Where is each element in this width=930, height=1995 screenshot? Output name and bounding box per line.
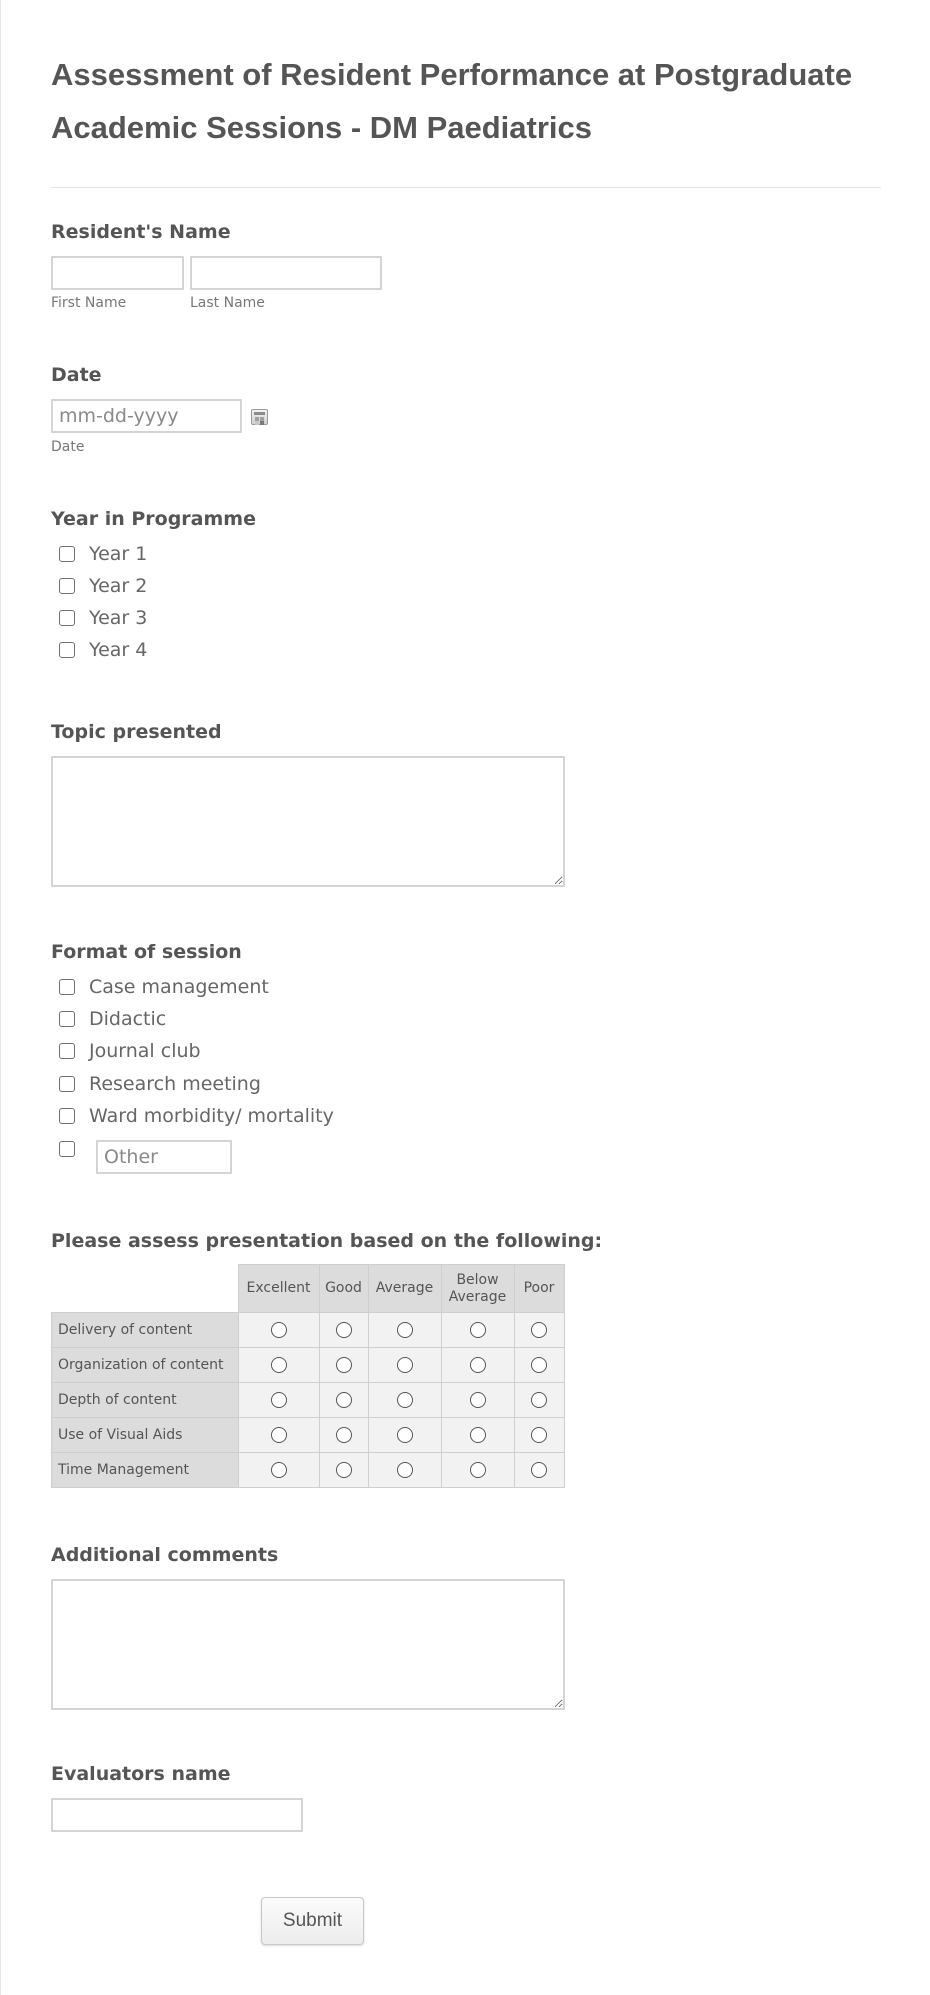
form-title: Assessment of Resident Performance at Postgraduate Academic Sessions - DM Paediatrics	[51, 57, 853, 145]
radio-time-excellent[interactable]	[271, 1462, 287, 1478]
journal-club-checkbox[interactable]	[59, 1043, 75, 1059]
ward-morbidity-label: Ward morbidity/ mortality	[89, 1105, 334, 1127]
resident-name-label: Resident's Name	[51, 221, 231, 243]
column-header-excellent: Excellent	[238, 1265, 319, 1313]
radio-time-poor[interactable]	[531, 1462, 547, 1478]
row-header-depth: Depth of content	[52, 1383, 239, 1418]
radio-organization-average[interactable]	[397, 1357, 413, 1373]
year-3-label: Year 3	[89, 607, 148, 629]
evaluators-name-label: Evaluators name	[51, 1763, 231, 1785]
date-label: Date	[51, 364, 102, 386]
column-header-good: Good	[319, 1265, 368, 1313]
format-of-session-label: Format of session	[51, 941, 242, 963]
row-header-delivery: Delivery of content	[52, 1313, 239, 1348]
didactic-label: Didactic	[89, 1008, 167, 1030]
didactic-checkbox[interactable]	[59, 1011, 75, 1027]
radio-depth-poor[interactable]	[531, 1392, 547, 1408]
radio-time-good[interactable]	[336, 1462, 352, 1478]
first-name-input[interactable]	[51, 256, 184, 290]
radio-time-below-average[interactable]	[470, 1462, 486, 1478]
radio-delivery-poor[interactable]	[531, 1322, 547, 1338]
year-2-checkbox[interactable]	[59, 578, 75, 594]
matrix-row	[52, 1453, 565, 1488]
matrix-row	[52, 1418, 565, 1453]
other-checkbox[interactable]	[59, 1141, 75, 1157]
year-in-programme-label: Year in Programme	[51, 508, 256, 530]
radio-delivery-average[interactable]	[397, 1322, 413, 1338]
format-option-other[interactable]	[59, 1138, 89, 1160]
year-option-1[interactable]	[59, 543, 147, 565]
format-option-research-meeting[interactable]	[59, 1073, 261, 1095]
evaluators-name-input[interactable]	[51, 1798, 303, 1832]
format-option-journal-club[interactable]	[59, 1040, 201, 1062]
format-option-ward-morbidity[interactable]	[59, 1105, 334, 1127]
radio-visual-aids-below-average[interactable]	[470, 1427, 486, 1443]
matrix-row	[52, 1348, 565, 1383]
radio-time-average[interactable]	[397, 1462, 413, 1478]
topic-presented-textarea[interactable]	[51, 756, 565, 887]
additional-comments-textarea[interactable]	[51, 1579, 565, 1710]
row-header-organization: Organization of content	[52, 1348, 239, 1383]
case-management-checkbox[interactable]	[59, 979, 75, 995]
row-header-time-management: Time Management	[52, 1453, 239, 1488]
year-option-2[interactable]	[59, 575, 147, 597]
journal-club-label: Journal club	[89, 1040, 201, 1062]
first-name-sublabel: First Name	[51, 295, 127, 311]
date-sublabel: Date	[51, 439, 85, 455]
year-2-label: Year 2	[89, 575, 148, 597]
year-3-checkbox[interactable]	[59, 610, 75, 626]
column-header-average: Average	[368, 1265, 441, 1313]
matrix-row	[52, 1313, 565, 1348]
research-meeting-label: Research meeting	[89, 1073, 261, 1095]
year-1-label: Year 1	[89, 543, 148, 565]
radio-visual-aids-poor[interactable]	[531, 1427, 547, 1443]
radio-visual-aids-average[interactable]	[397, 1427, 413, 1443]
radio-depth-excellent[interactable]	[271, 1392, 287, 1408]
other-input[interactable]	[96, 1140, 232, 1174]
submit-button[interactable]: Submit	[261, 1897, 364, 1945]
additional-comments-label: Additional comments	[51, 1544, 279, 1566]
matrix-corner	[52, 1265, 239, 1313]
year-option-4[interactable]	[59, 639, 147, 661]
year-option-3[interactable]	[59, 607, 147, 629]
row-header-visual-aids: Use of Visual Aids	[52, 1418, 239, 1453]
year-1-checkbox[interactable]	[59, 546, 75, 562]
case-management-label: Case management	[89, 976, 269, 998]
column-header-below-average: Below Average	[441, 1265, 514, 1313]
research-meeting-checkbox[interactable]	[59, 1076, 75, 1092]
radio-depth-below-average[interactable]	[470, 1392, 486, 1408]
column-header-poor: Poor	[514, 1265, 564, 1313]
radio-delivery-excellent[interactable]	[271, 1322, 287, 1338]
date-input[interactable]	[51, 399, 242, 433]
header-divider	[51, 187, 881, 188]
format-option-case-management[interactable]	[59, 976, 269, 998]
radio-depth-average[interactable]	[397, 1392, 413, 1408]
ward-morbidity-checkbox[interactable]	[59, 1108, 75, 1124]
last-name-sublabel: Last Name	[190, 295, 265, 311]
radio-visual-aids-good[interactable]	[336, 1427, 352, 1443]
format-option-didactic[interactable]	[59, 1008, 166, 1030]
radio-visual-aids-excellent[interactable]	[271, 1427, 287, 1443]
radio-delivery-good[interactable]	[336, 1322, 352, 1338]
calendar-icon[interactable]	[251, 409, 268, 425]
year-4-label: Year 4	[89, 639, 148, 661]
radio-depth-good[interactable]	[336, 1392, 352, 1408]
topic-presented-label: Topic presented	[51, 721, 222, 743]
radio-organization-good[interactable]	[336, 1357, 352, 1373]
last-name-input[interactable]	[190, 256, 382, 290]
assessment-label: Please assess presentation based on the following:	[51, 1230, 603, 1252]
year-4-checkbox[interactable]	[59, 642, 75, 658]
radio-delivery-below-average[interactable]	[470, 1322, 486, 1338]
radio-organization-below-average[interactable]	[470, 1357, 486, 1373]
assessment-matrix	[51, 1264, 565, 1488]
radio-organization-poor[interactable]	[531, 1357, 547, 1373]
radio-organization-excellent[interactable]	[271, 1357, 287, 1373]
matrix-row	[52, 1383, 565, 1418]
